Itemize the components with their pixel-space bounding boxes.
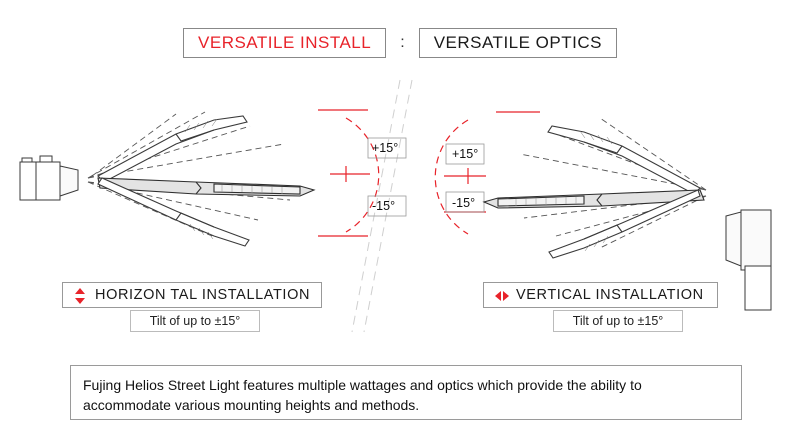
right-angle-up-label: +15°	[452, 147, 479, 161]
title-separator: :	[400, 34, 405, 51]
tilt-scale-left	[318, 110, 379, 236]
title-row	[0, 28, 800, 58]
caption-horizontal-label: HORIZON TAL INSTALLATION	[95, 287, 311, 303]
up-down-arrow-icon	[73, 287, 87, 303]
title-versatile-install: VERSATILE INSTALL	[183, 28, 386, 58]
left-angle-up-label: +15°	[372, 141, 399, 155]
right-luminaire-tilted-up	[548, 126, 700, 194]
left-angle-down-label: -15°	[372, 199, 396, 213]
caption-horizontal-installation	[62, 282, 322, 308]
right-fixture-group	[435, 112, 771, 310]
footer-note: Fujing Helios Street Light features multiple wattages and optics which provide the ability to accommodate various mounting heights and methods.	[70, 365, 742, 420]
caption-vertical-sub: Tilt of up to ±15°	[553, 310, 683, 332]
caption-vertical-label: VERTICAL INSTALLATION	[516, 287, 704, 303]
luminaire-tilted-up	[98, 116, 247, 182]
caption-vertical-installation	[483, 282, 718, 308]
left-right-arrow-icon	[494, 287, 508, 303]
tilt-scale-right	[435, 112, 540, 234]
right-angle-down-label: -15°	[452, 196, 476, 210]
caption-horizontal-sub: Tilt of up to ±15°	[130, 310, 260, 332]
left-fixture-group	[20, 110, 406, 246]
title-versatile-optics: VERSATILE OPTICS	[419, 28, 617, 58]
